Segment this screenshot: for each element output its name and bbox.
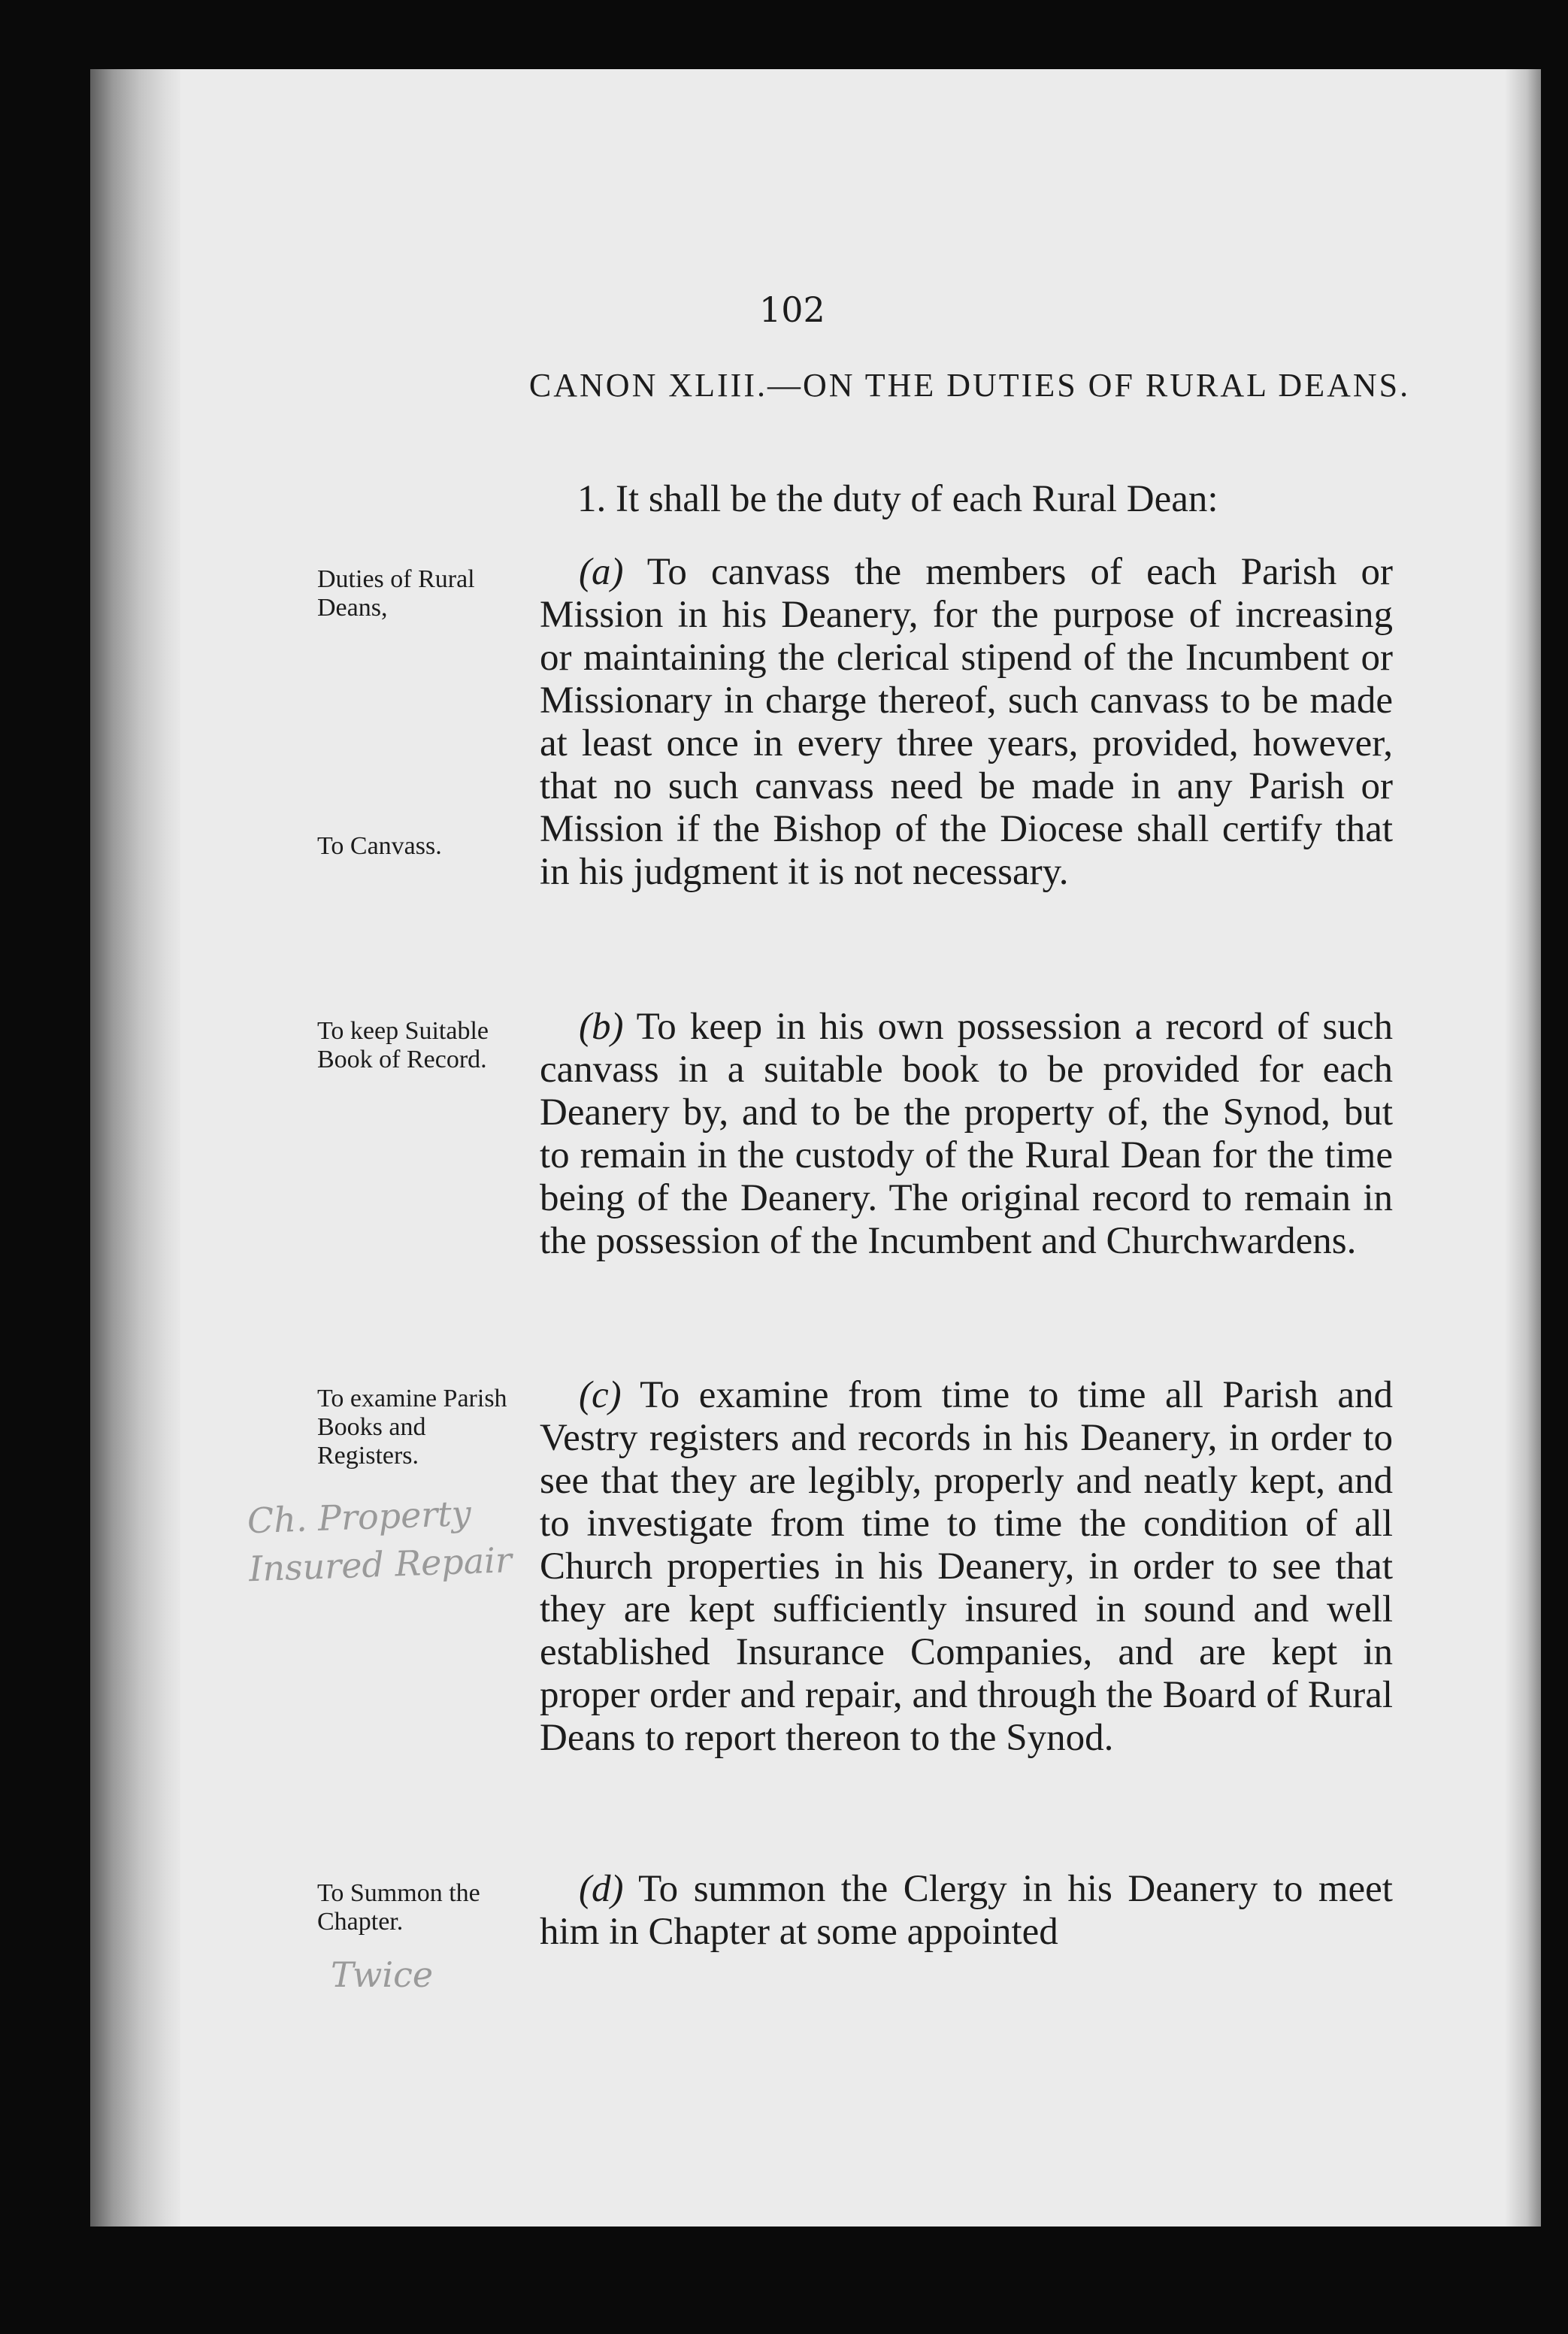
page-number: 102 xyxy=(759,289,825,330)
pencil-annotation-property: Ch. Property Insured Repair xyxy=(247,1492,513,1590)
intro-sentence: 1. It shall be the duty of each Rural Dean: xyxy=(577,478,1218,520)
pencil-annotation-twice: Twice xyxy=(331,1954,434,1995)
section-c-label: (c) xyxy=(579,1374,622,1416)
section-d-text: To summon the Clergy in his Deanery to meet him in Chapter at some appointed xyxy=(540,1868,1393,1953)
section-d-label: (d) xyxy=(579,1868,624,1910)
section-b xyxy=(540,1006,1393,1263)
margin-note-duties: Duties of Rural Deans, xyxy=(317,565,475,622)
section-a-text: To canvass the members of each Parish or Mission in his Deanery, for the purpose of increasing or maintaining the clerical stipend of the Incumbent or Missionary in charge thereof, such canvass to be made at least once in every three years, provided, however, that no such canvass need be made in any Parish or Mission if the Bishop of the Diocese shall certify that in his judgment it is not necessary. xyxy=(540,551,1393,893)
book-spine-shadow xyxy=(90,69,180,2227)
canon-title: CANON XLIII.—ON THE DUTIES OF RURAL DEANS. xyxy=(528,367,1411,404)
page-edge-shadow xyxy=(1505,69,1541,2227)
section-a xyxy=(540,551,1393,894)
margin-note-canvass: To Canvass. xyxy=(317,832,442,860)
section-d xyxy=(540,1868,1393,1954)
margin-note-examine: To examine Parish Books and Registers. xyxy=(317,1385,507,1470)
section-c-text: To examine from time to time all Parish and Vestry registers and records in his Deanery, in order to see that they are legibly, properly and neatly kept, and to investigate from time to time the condition of all Church properties in his Deanery, in order to see that they are kept sufficiently insured in sound and well established Insurance Companies, and are kept in proper order and repair, and through the Board of Rural Deans to report thereon to the Synod. xyxy=(540,1374,1393,1759)
section-b-text: To keep in his own possession a record of such canvass in a suitable book to be provided for each Deanery by, and to be the property of, the Synod, but to remain in the custody of the Rural Dean for the time being of the Deanery. The original record to remain in the possession of the Incumbent and Churchwardens. xyxy=(540,1006,1393,1262)
section-a-label: (a) xyxy=(579,551,624,593)
margin-note-record-book: To keep Suitable Book of Record. xyxy=(317,1017,489,1073)
section-c xyxy=(540,1374,1393,1760)
section-b-label: (b) xyxy=(579,1006,624,1048)
margin-note-summon: To Summon the Chapter. xyxy=(317,1879,480,1936)
